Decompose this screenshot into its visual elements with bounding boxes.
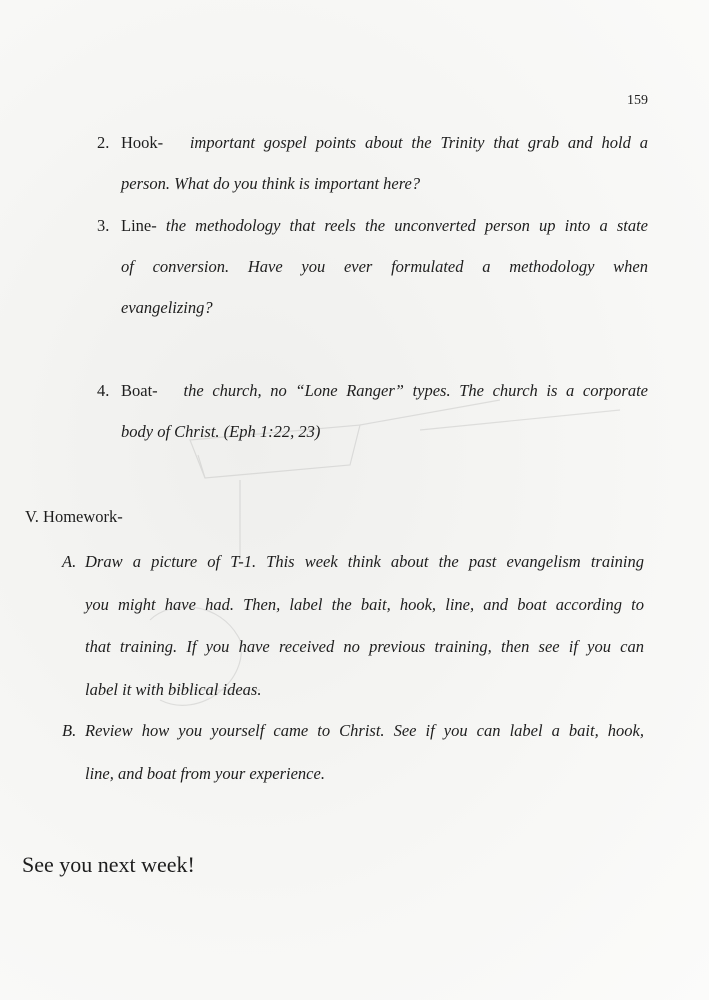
item-text-line: the methodology that reels the unconverted person up into a state xyxy=(165,216,648,235)
homework-text-line: label it with biblical ideas. xyxy=(85,679,262,699)
item-number: 4. xyxy=(97,381,110,400)
item-text-line: the church, no “Lone Ranger” types. The church is a corporate xyxy=(183,381,648,400)
homework-text-line: you might have had. Then, label the bait, hook, line, and boat according to xyxy=(85,594,644,614)
item-label: Line- xyxy=(121,216,157,235)
homework-text-line: Draw a picture of T-1. This week think about the past evangelism training xyxy=(85,552,644,571)
closing-line: See you next week! xyxy=(22,852,195,877)
homework-text-line: line, and boat from your experience. xyxy=(85,763,325,783)
item-text-line: body of Christ. (Eph 1:22, 23) xyxy=(121,422,321,441)
homework-item-b xyxy=(62,710,644,795)
list-item-hook xyxy=(97,122,648,204)
homework-letter: A. xyxy=(62,552,77,571)
item-text-line: evangelizing? xyxy=(121,298,213,317)
page-number: 159 xyxy=(627,93,648,108)
homework-item-a xyxy=(62,541,644,711)
list-item-boat xyxy=(97,370,648,452)
homework-text-line: Review how you yourself came to Christ. See if you can label a bait, hook, xyxy=(85,721,644,740)
item-label: Boat- xyxy=(121,381,158,400)
item-label: Hook- xyxy=(121,133,164,152)
item-text-line: important gospel points about the Trinity that grab and hold a xyxy=(189,133,649,152)
item-text-line: person. What do you think is important here? xyxy=(121,174,421,193)
list-item-line xyxy=(97,205,648,328)
section-heading-homework: V. Homework- xyxy=(25,507,123,526)
item-text-line: of conversion. Have you ever formulated a methodology when xyxy=(121,257,648,276)
item-number: 2. xyxy=(97,133,110,152)
homework-text-line: that training. If you have received no previous training, then see if you can xyxy=(85,637,644,656)
homework-letter: B. xyxy=(62,721,77,740)
item-number: 3. xyxy=(97,216,110,235)
